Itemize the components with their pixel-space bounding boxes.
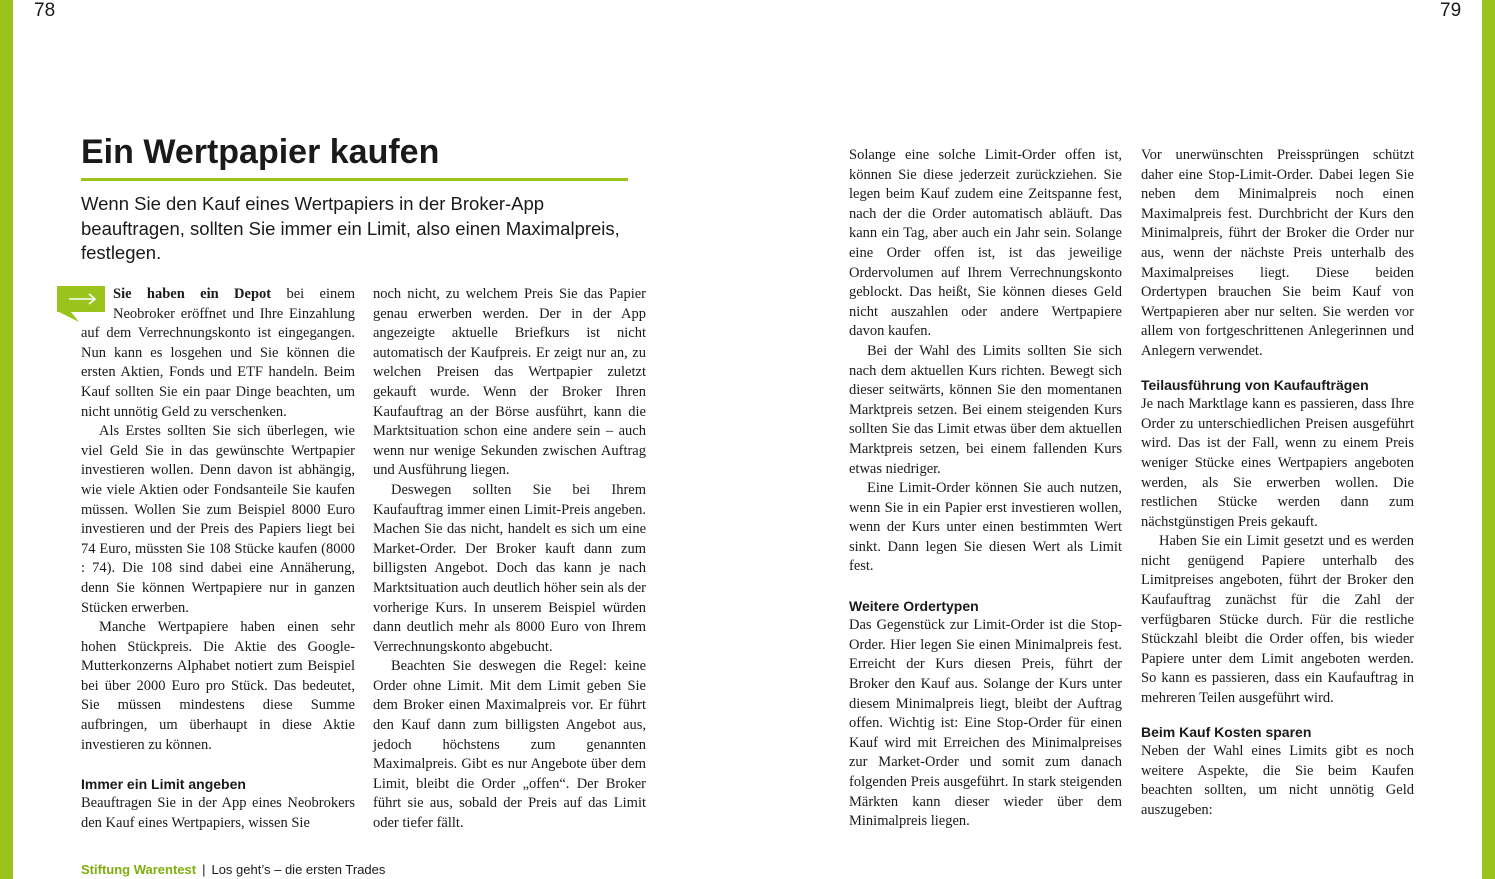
column-4-paragraph-1: Vor unerwünschten Preissprüngen schützt daher eine Stop-Limit-Order. Dabei legen Sie neben dem Minimalpreis noch einen Maximalpreis fest. Durchbricht der Kurs den Minimalpreis, führt der Broker die Order nur aus, wenn der nächste Preis unterhalb des Maximalpreises liegt. Diese beiden Ordertypen brauchen Sie beim Kauf von Wertpapieren aber nur selten. Sie werden vor allem von fortgeschrittenen Anlegerinnen und Anlegern verwendet. (1141, 147, 1414, 359)
lead-paragraph-text: bei einem Neobroker eröffnet und Ihre Einzahlung auf dem Verrechnungskonto ist eingegangen. Nun kann es losgehen und Sie können die ersten Aktien, Fonds und ETF handeln. Beim Kauf sollten Sie ein paar Dinge beachten, um nicht unnötig Geld zu verschenken. (81, 286, 355, 420)
title-underline (81, 178, 628, 181)
column-3 (849, 146, 1122, 832)
column-3-paragraph-3: Eine Limit-Order können Sie auch nutzen, wenn Sie in ein Papier erst investieren wollen, wenn der Kurs unter einen bestimmten Wert sinkt. Dann legen Sie diesen Wert als Limit fest. (849, 480, 1122, 575)
column-2-paragraph-2: Deswegen sollten Sie bei Ihrem Kaufauftrag immer einen Limit-Preis angeben. Machen Sie das nicht, handelt es sich um eine Market-Order. Der Broker kauft dann zum billigsten Angebot. Doch das kann je nach Marktsituation auch deutlich höher sein als der vorherige Kurs. In unserem Beispiel würden dann deutlich mehr als 8000 Euro von Ihrem Verrechnungskonto abgebucht. (373, 481, 646, 655)
column-2-paragraph-1: noch nicht, zu welchem Preis Sie das Papier genau erwerben werden. Der in der App angezeigte aktuelle Briefkurs ist nicht automatisch der Kaufpreis. Er zeigt nur an, zu welchen Preisen das Wertpapier zuletzt gekauft wurde. Wenn der Broker Ihren Kaufauftrag an der Börse ausführt, kann die Marktsituation schon eine andere sein – auch wenn nur wenige Sekunden zwischen Auftrag und Ausführung liegen. (373, 286, 646, 479)
column-1-paragraph-4: Beauftragen Sie in der App eines Neobrokers den Kauf eines Wertpapiers, wissen Sie (81, 795, 355, 832)
column-4-paragraph-4: Neben der Wahl eines Limits gibt es noch weitere Aspekte, die Sie beim Kaufen beachten sollten, um nicht unnötig Geld auszugeben: (1141, 743, 1414, 818)
column-1-paragraph-3: Manche Wertpapiere haben einen sehr hohen Stückpreis. Die Aktie des Google-Mutterkonzerns Alphabet notiert zum Beispiel bei über 2000 Euro pro Stück. Das bedeutet, Sie müssen mindestens diese Summe aufbringen, um überhaupt in diese Aktie investieren zu können. (81, 619, 355, 753)
column-1 (81, 285, 355, 834)
lead-in: Sie haben ein Depot (113, 286, 272, 302)
column-3-paragraph-1: Solange eine solche Limit-Order offen ist, können Sie diese jederzeit zurückziehen. Sie legen beim Kauf zudem eine Zeitspanne fest, nach der die Order automatisch abläuft. Das kann ein Tag, aber auch ein Jahr sein. Solange eine Order offen ist, ist das jeweilige Ordervolumen auf Ihrem Verrechnungskonto geblockt. Das heißt, Sie können dieses Geld nicht auszahlen oder andere Wertpapiere davon kaufen. (849, 147, 1122, 340)
column-1-paragraph-1 (81, 285, 355, 422)
column-3-paragraph-2: Bei der Wahl des Limits sollten Sie sich nach dem aktuellen Kurs richten. Bewegt sich dieser seitwärts, können Sie den momentanen Marktpreis setzen. Bei einem steigenden Kurs sollten Sie das Limit etwas über dem aktuellen Marktpreis setzen, bei einem fallenden Kurs etwas niedriger. (849, 342, 1122, 477)
footer-separator: | (202, 862, 206, 877)
column-2 (373, 285, 646, 834)
column-3-paragraph-4: Das Gegenstück zur Limit-Order ist die Stop-Order. Hier legen Sie einen Minimalpreis fest. Erreicht der Kurs diesen Preis, führt der Broker den Kauf aus. Solange der Kurs unter diesem Minimalpreis liegt, bleibt der Auftrag offen. Wichtig ist: Eine Stop-Order für einen Kauf wird mit Erreichen des Minimalpreises zur Market-Order und somit zum danach folgenden Preis ausgeführt. In stark steigenden Märkten kann dieser wieder über dem Minimalpreis liegen. (849, 617, 1122, 830)
column-4-paragraph-2: Je nach Marktlage kann es passieren, dass Ihre Order zu unterschiedlichen Preisen ausgeführt wird. Das ist der Fall, wenn zu einem Preis weniger Stücke eines Wertpapiers angeboten werden, als Sie erwerben wollen. Die restlichen Stücke werden dann zum nächstgünstigen Preis gekauft. (1141, 396, 1414, 530)
intro-text: Wenn Sie den Kauf eines Wertpapiers in der Broker-App beauftragen, sollten Sie immer ein Limit, also einen Maximalpreis, festlegen. (81, 193, 620, 263)
left-page-edge (0, 0, 13, 879)
column-4 (1141, 146, 1414, 821)
heading-kosten-sparen: Beim Kauf Kosten sparen (1141, 723, 1312, 740)
page-number-right: 79 (1440, 0, 1462, 21)
right-page-edge (1482, 0, 1495, 879)
column-4-paragraph-3: Haben Sie ein Limit gesetzt und es werden nicht genügend Papiere unterhalb des Limitpreises angeboten, führt der Broker den Kaufauftrag zunächst für die Zahl der verfügbaren Stücke durch. Für die restliche Stückzahl bleibt die Order offen, bis wieder Papiere unter dem Limit angeboten werden. So kann es passieren, dass ein Kaufauftrag in mehreren Teilen ausgeführt wird. (1141, 533, 1414, 707)
heading-immer-ein-limit: Immer ein Limit angeben (81, 775, 246, 792)
column-1-paragraph-2: Als Erstes sollten Sie sich überlegen, wie viel Geld Sie in das gewünschte Wertpapier investieren wollen. Denn davon ist abhängig, wie viele Aktien oder Fondsanteile Sie kaufen müssen. Wollen Sie zum Beispiel 8000 Euro investieren und der Preis des Papiers liegt bei 74 Euro, müssten Sie 108 Stücke kaufen (8000 : 74). Die 108 sind dabei eine Annäherung, denn Sie können Wertpapiere nur in ganzen Stücken erwerben. (81, 423, 355, 616)
footer-chapter: Los geht’s – die ersten Trades (211, 862, 386, 877)
page-number-left: 78 (34, 0, 56, 21)
heading-weitere-ordertypen: Weitere Ordertypen (849, 597, 979, 614)
footer-brand: Stiftung Warentest (81, 862, 197, 877)
page-title: Ein Wertpapier kaufen (81, 133, 440, 171)
heading-teilausfuehrung: Teilausführung von Kaufaufträgen (1141, 376, 1369, 393)
page-footer (81, 862, 385, 878)
column-2-paragraph-3: Beachten Sie deswegen die Regel: keine Order ohne Limit. Mit dem Limit geben Sie dem Broker einen Maximalpreis vor. Er führt den Kauf dann zum billigsten Angebot aus, jedoch höchstens zum genannten Maximalpreis. Gibt es nur Angebote über dem Limit, bleibt die Order „offen“. Der Broker führt sie aus, sobald der Preis auf das Limit oder tiefer fällt. (373, 658, 646, 832)
